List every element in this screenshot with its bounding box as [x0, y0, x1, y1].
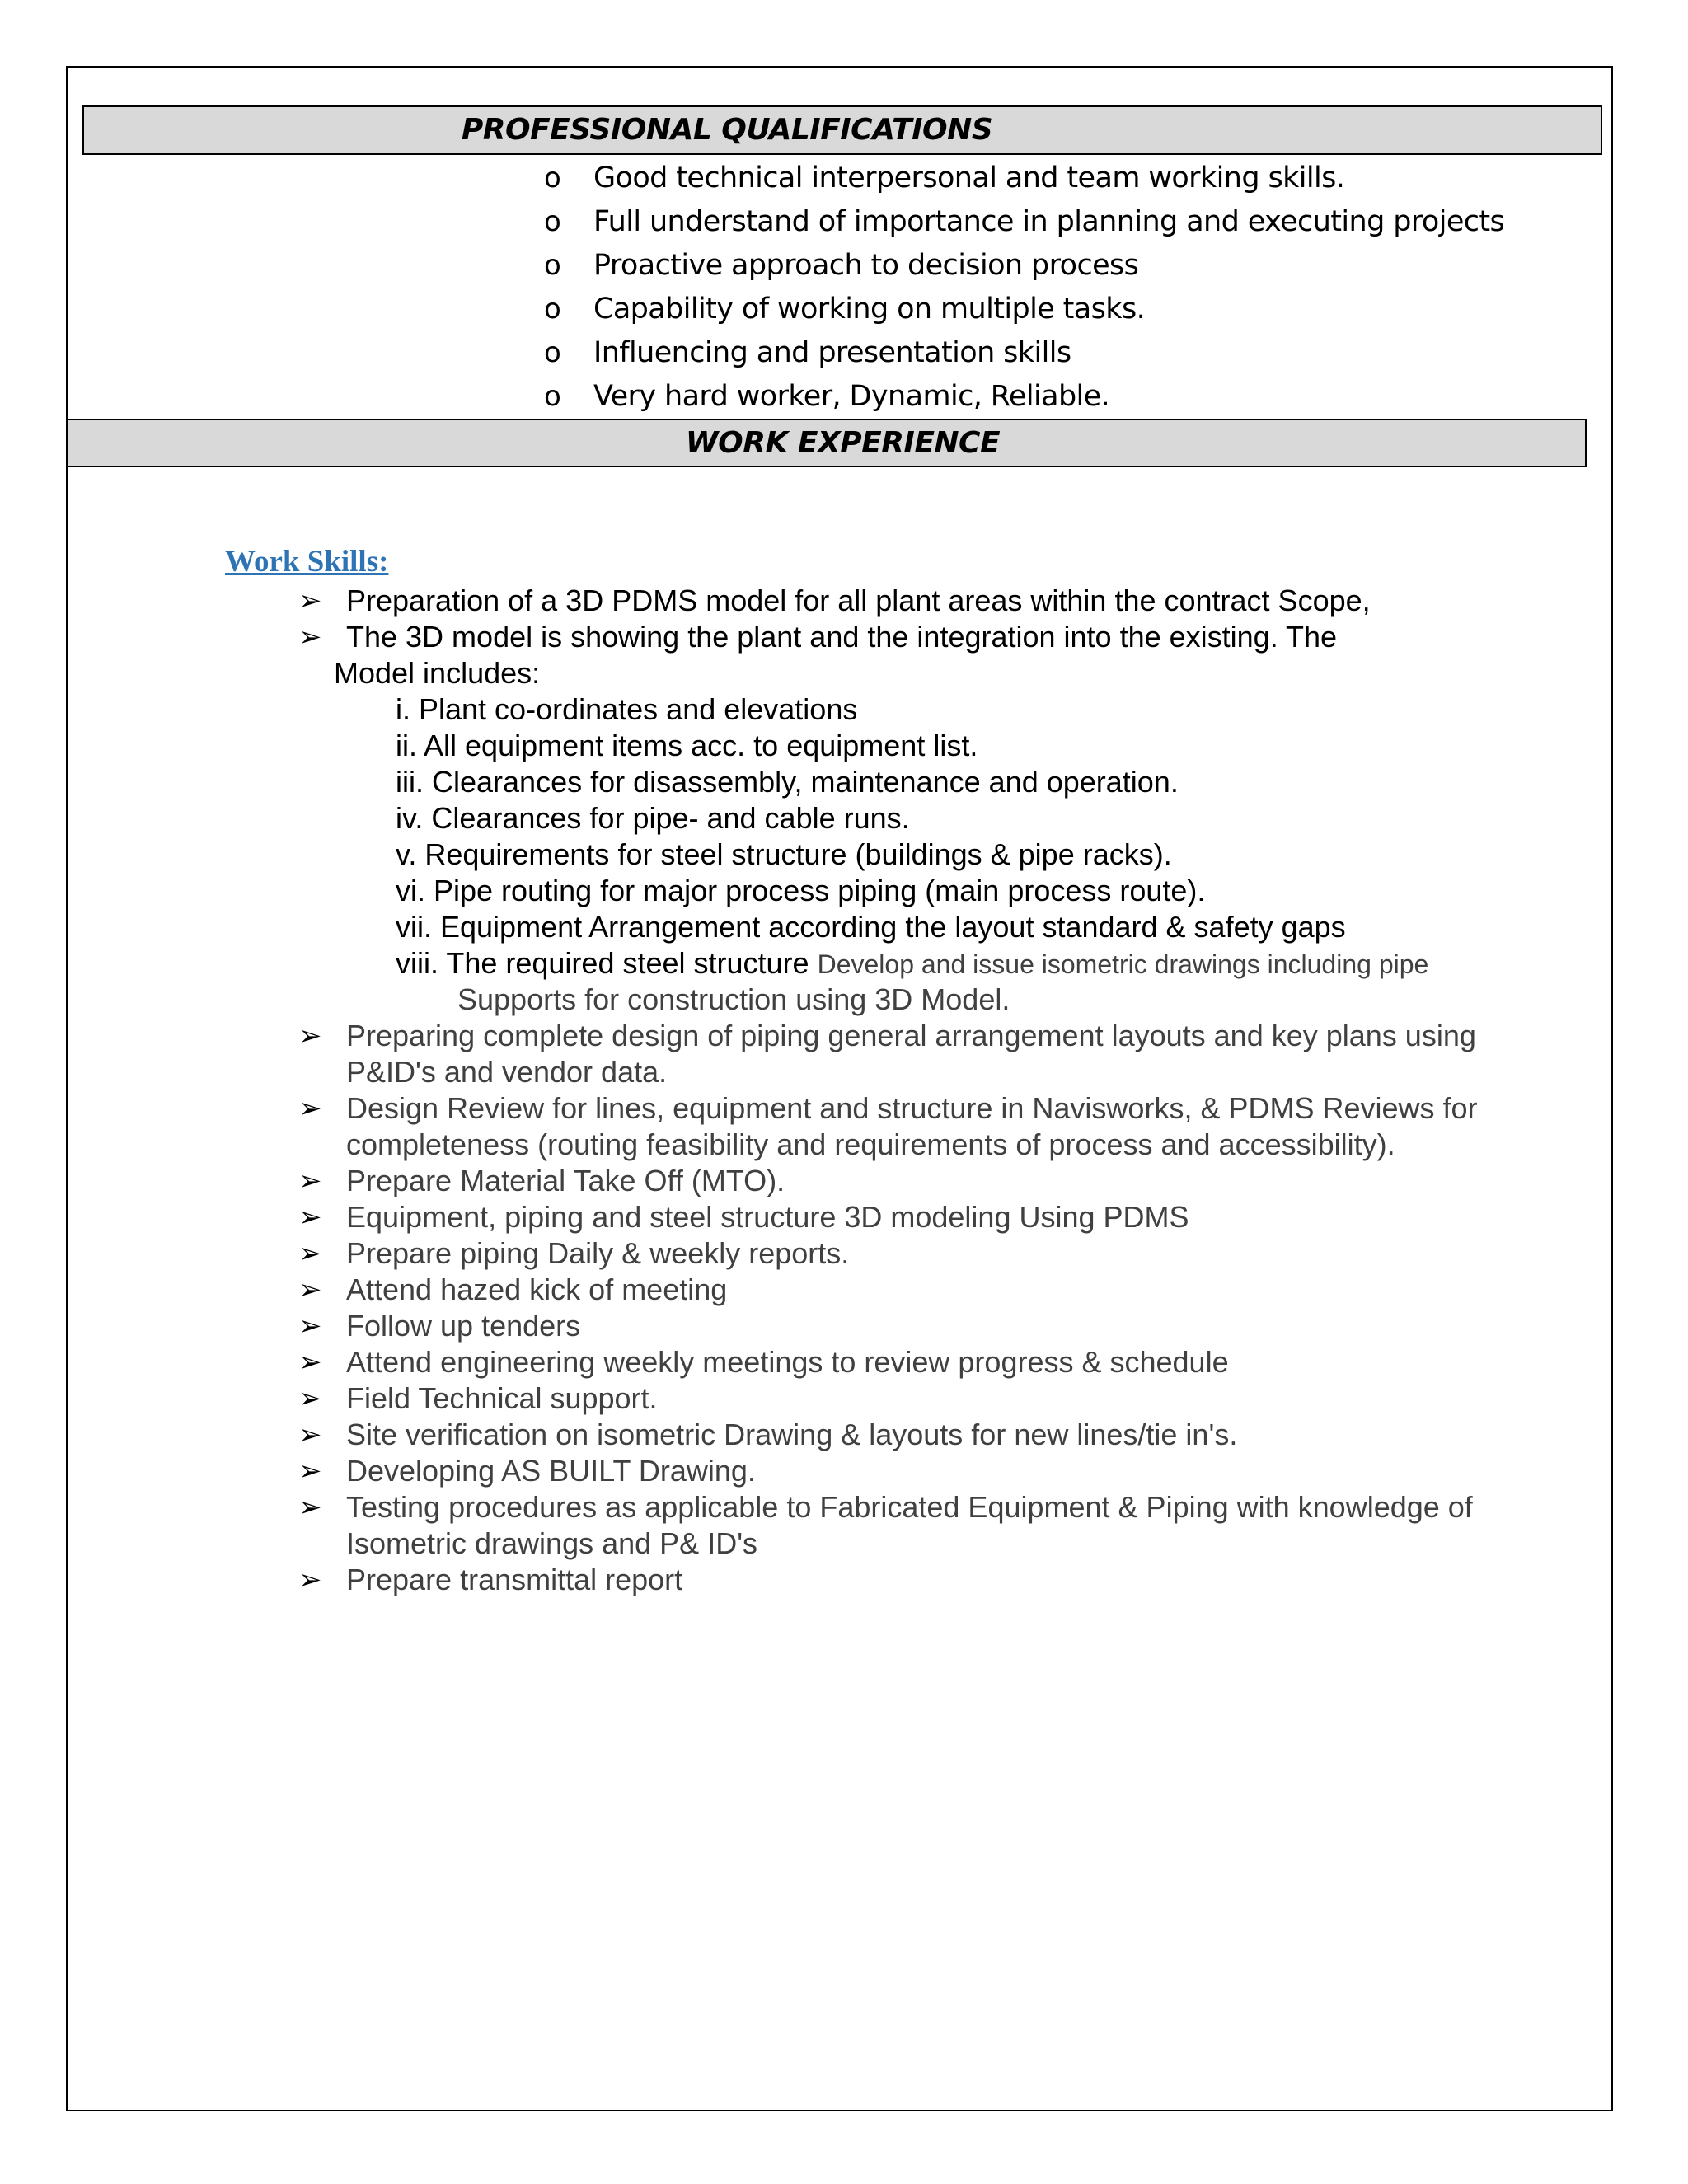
arrow-bullet-icon: ➢ — [298, 1238, 322, 1269]
arrow-bullet-icon: ➢ — [298, 1310, 322, 1342]
professional-qualifications-header — [82, 105, 1602, 155]
skill-item: Attend hazed kick of meeting — [346, 1272, 728, 1306]
professional-qualifications-title: PROFESSIONAL QUALIFICATIONS — [461, 113, 993, 147]
skill-item-continuation: P&ID's and vendor data. — [346, 1055, 668, 1089]
bullet-icon: o — [544, 162, 561, 194]
model-item: vi. Pipe routing for major process piping (main process route). — [396, 874, 1206, 907]
arrow-bullet-icon: ➢ — [298, 1165, 322, 1197]
work-experience-title: WORK EXPERIENCE — [685, 426, 1001, 460]
model-item: ii. All equipment items acc. to equipment list. — [396, 729, 978, 762]
arrow-bullet-icon: ➢ — [298, 1419, 322, 1451]
work-skills-title: Work Skills: — [225, 545, 389, 579]
skill-item: Testing procedures as applicable to Fabricated Equipment & Piping with knowledge of — [346, 1490, 1473, 1524]
bullet-icon: o — [544, 336, 561, 369]
model-item: iii. Clearances for disassembly, maintenance and operation. — [396, 765, 1179, 799]
work-experience-header — [66, 419, 1587, 467]
bullet-icon: o — [544, 249, 561, 282]
model-item: vii. Equipment Arrangement according the layout standard & safety gaps — [396, 910, 1346, 944]
skill-item-continuation: completeness (routing feasibility and requirements of process and accessibility). — [346, 1127, 1395, 1161]
arrow-bullet-icon: ➢ — [298, 1383, 322, 1414]
skill-item-continuation: Isometric drawings and P& ID's — [346, 1526, 758, 1560]
model-item: viii. The required steel structure Develop and issue isometric drawings including pipe — [396, 946, 1429, 980]
skill-item: Follow up tenders — [346, 1309, 581, 1343]
skill-item: Prepare transmittal report — [346, 1563, 683, 1596]
model-item-continuation: Supports for construction using 3D Model. — [457, 982, 1010, 1016]
bullet-icon: o — [544, 293, 561, 326]
arrow-bullet-icon: ➢ — [298, 1492, 322, 1523]
skill-item: Attend engineering weekly meetings to review progress & schedule — [346, 1345, 1229, 1379]
arrow-bullet-icon: ➢ — [298, 1202, 322, 1233]
intro-line: The 3D model is showing the plant and the integration into the existing. The — [346, 620, 1338, 654]
arrow-bullet-icon: ➢ — [298, 1274, 322, 1305]
skill-item: Prepare Material Take Off (MTO). — [346, 1164, 785, 1197]
skill-item: Developing AS BUILT Drawing. — [346, 1454, 756, 1488]
arrow-bullet-icon: ➢ — [298, 585, 322, 616]
bullet-icon: o — [544, 205, 561, 238]
intro-line: Preparation of a 3D PDMS model for all plant areas within the contract Scope, — [346, 583, 1371, 617]
model-item-tail: Develop and issue isometric drawings including pipe — [817, 949, 1429, 979]
skill-item: Site verification on isometric Drawing & layouts for new lines/tie in's. — [346, 1418, 1238, 1451]
skill-item: Preparing complete design of piping general arrangement layouts and key plans using — [346, 1019, 1476, 1052]
model-item: i. Plant co-ordinates and elevations — [396, 692, 858, 726]
arrow-bullet-icon: ➢ — [298, 1564, 322, 1596]
arrow-bullet-icon: ➢ — [298, 1020, 322, 1052]
skill-item: Prepare piping Daily & weekly reports. — [346, 1236, 850, 1270]
skill-item: Equipment, piping and steel structure 3D modeling Using PDMS — [346, 1200, 1189, 1234]
model-item: iv. Clearances for pipe- and cable runs. — [396, 801, 910, 835]
arrow-bullet-icon: ➢ — [298, 1093, 322, 1124]
model-item: v. Requirements for steel structure (buildings & pipe racks). — [396, 837, 1172, 871]
bullet-icon: o — [544, 380, 561, 413]
arrow-bullet-icon: ➢ — [298, 621, 322, 653]
skill-item: Design Review for lines, equipment and structure in Navisworks, & PDMS Reviews for — [346, 1091, 1478, 1125]
intro-line: Model includes: — [334, 656, 541, 690]
arrow-bullet-icon: ➢ — [298, 1455, 322, 1487]
skill-item: Field Technical support. — [346, 1381, 658, 1415]
arrow-bullet-icon: ➢ — [298, 1347, 322, 1378]
